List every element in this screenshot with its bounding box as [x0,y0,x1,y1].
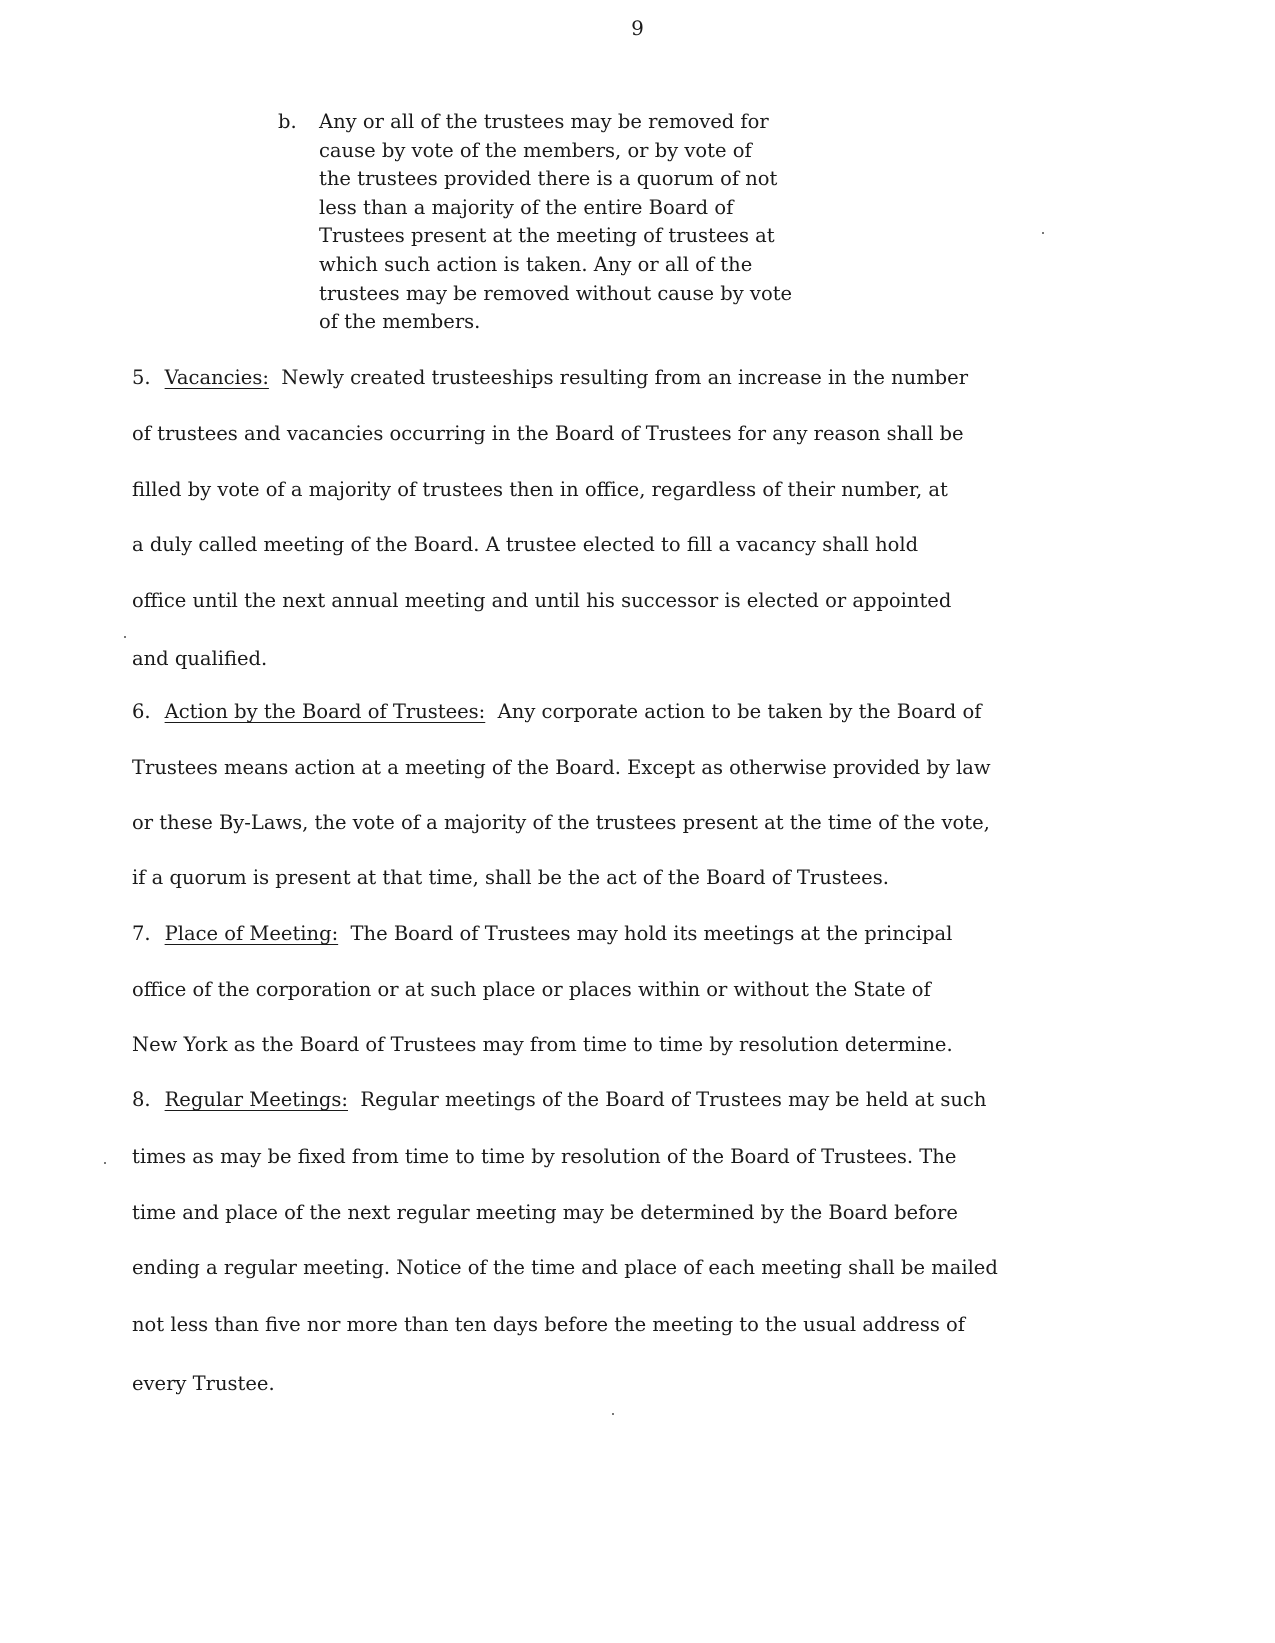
section-heading: Regular Meetings: [164,1088,348,1111]
scan-speck [612,1413,614,1415]
text-line: office until the next annual meeting and until his successor is elected or appointed [132,589,952,612]
text-line: times as may be fixed from time to time by resolution of the Board of Trustees. The [132,1145,957,1168]
text-line: filled by vote of a majority of trustees then in office, regardless of their number, at [132,478,948,501]
section-first-line [132,366,968,389]
text-line: of trustees and vacancies occurring in the Board of Trustees for any reason shall be [132,422,964,445]
text-line: ending a regular meeting. Notice of the time and place of each meeting shall be mailed [132,1256,998,1279]
section-number: 6. [132,700,151,723]
text-line: Newly created trusteeships resulting from an increase in the number [281,366,969,389]
text-line: or these By-Laws, the vote of a majority of the trustees present at the time of the vote, [132,811,990,834]
section-heading: Place of Meeting: [164,922,339,945]
section-number: 7. [132,922,151,945]
scan-speck [1042,232,1044,234]
text-line: office of the corporation or at such place or places within or without the State of [132,978,931,1001]
section-number: 5. [132,366,151,389]
subsection-marker: b. [278,110,297,133]
section-first-line [132,922,952,945]
text-line: a duly called meeting of the Board. A trustee elected to fill a vacancy shall hold [132,533,919,556]
page-number: 9 [631,16,644,40]
text-line: The Board of Trustees may hold its meetings at the principal [350,922,953,945]
text-line: Trustees present at the meeting of trustees at [319,224,775,248]
text-line: if a quorum is present at that time, shall be the act of the Board of Trustees. [132,866,889,889]
text-line: New York as the Board of Trustees may from time to time by resolution determine. [132,1033,953,1056]
section-first-line [132,1088,986,1111]
scan-speck [104,1162,106,1164]
text-line: trustees may be removed without cause by vote [319,281,793,305]
text-line: of the members. [319,310,481,334]
section-heading: Vacancies: [164,366,269,389]
text-line: less than a majority of the entire Board of [319,195,734,219]
section-first-line [132,700,981,723]
section-heading: Action by the Board of Trustees: [164,700,486,723]
text-line: Trustees means action at a meeting of the Board. Except as otherwise provided by law [132,756,991,779]
text-line: Regular meetings of the Board of Trustees may be held at such [360,1088,987,1111]
text-line: not less than five nor more than ten days before the meeting to the usual address of [132,1313,965,1336]
text-line: time and place of the next regular meeting may be determined by the Board before [132,1201,958,1224]
text-line: and qualified. [132,647,268,670]
scan-speck [124,636,126,638]
text-line: Any corporate action to be taken by the Board of [497,700,982,723]
subsection-text [319,108,792,337]
text-line: which such action is taken. Any or all of the [319,252,753,276]
text-line: Any or all of the trustees may be removed for [319,110,769,133]
text-line: cause by vote of the members, or by vote of [319,138,752,162]
section-number: 8. [132,1088,151,1111]
text-line: the trustees provided there is a quorum of not [319,167,778,191]
text-line: every Trustee. [132,1372,275,1395]
